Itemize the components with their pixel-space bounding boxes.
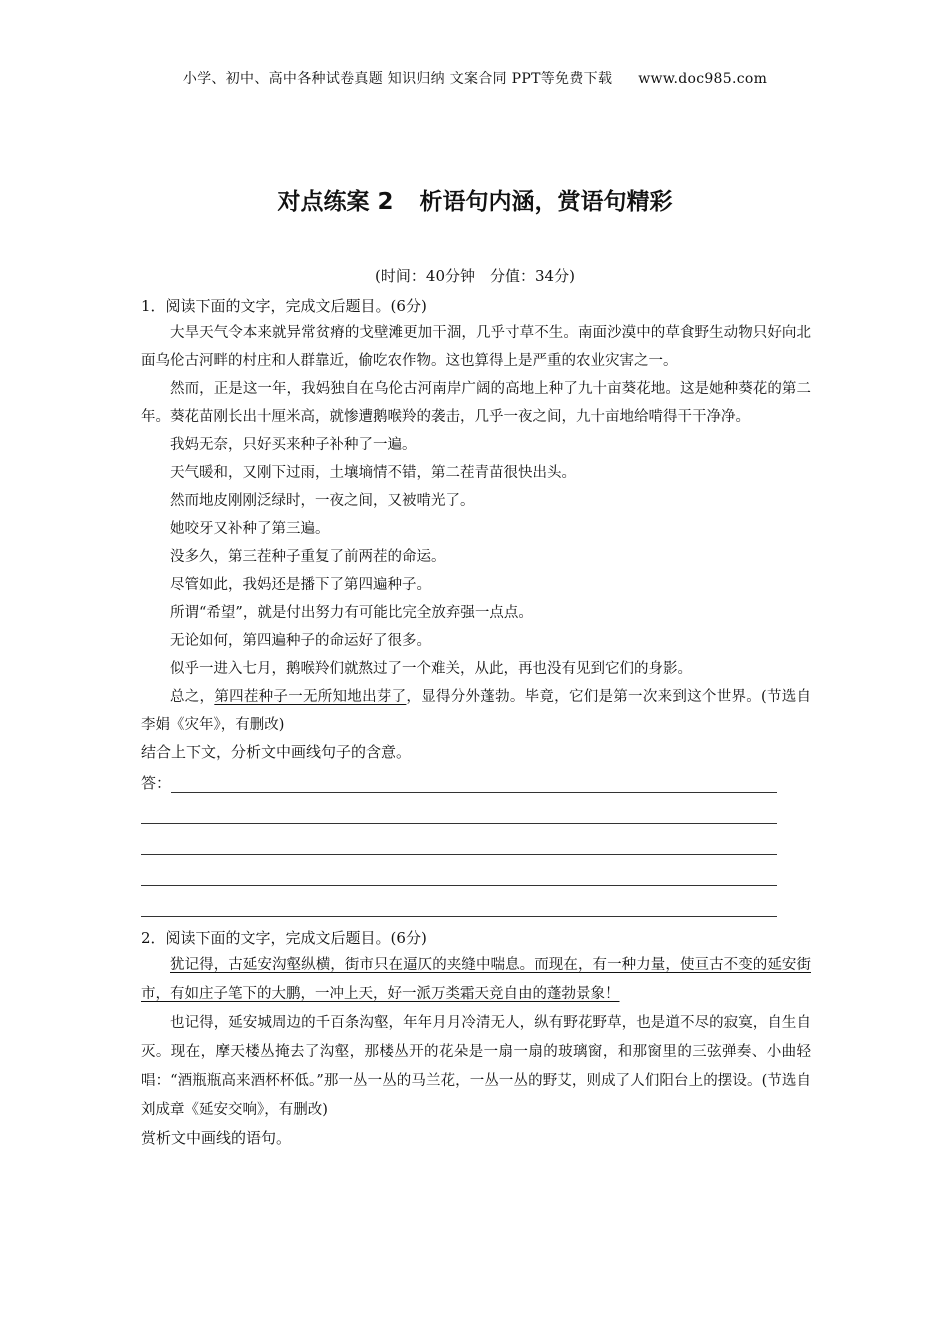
- q1-paragraph: 似乎一进入七月，鹅喉羚们就熬过了一个难关，从此，再也没有见到它们的身影。: [170, 661, 692, 677]
- answer-line[interactable]: [141, 886, 777, 917]
- question-1-task: 结合上下文，分析文中画线句子的含意。: [141, 743, 412, 761]
- q1-paragraph: 没多久，第三茬种子重复了前两茬的命运。: [170, 549, 446, 565]
- q1-paragraph: 无论如何，第四遍种子的命运好了很多。: [170, 633, 431, 649]
- answer-line[interactable]: [141, 824, 777, 855]
- q1-paragraph: 然而，正是这一年，我妈独自在乌伦古河南岸广阔的高地上种了九十亩葵花地。这是她种葵花的第二年。葵花苗刚长出十厘米高，就惨遭鹅喉羚的袭击，几乎一夜之间，九十亩地给啃得干干净净。: [141, 381, 811, 425]
- title-part2: 析语句内涵，赏语句精彩: [419, 189, 673, 215]
- exercise-content: [141, 293, 811, 1151]
- q2-paragraph: 也记得，延安城周边的千百条沟壑，年年月月冷清无人，纵有野花野草，也是道不尽的寂寞，自生自灭。现在，摩天楼丛掩去了沟壑，那楼丛开的花朵是一扇一扇的玻璃窗，和那窗里的三弦弹奏、小曲轻唱：“酒瓶瓶高来酒杯杯低。”那一丛一丛的马兰花，一丛一丛的野艾，则成了人们阳台上的摆设。(节选自刘成章《延安交响》，有删改): [141, 1015, 811, 1118]
- q1-paragraph: 然而地皮刚刚泛绿时，一夜之间，又被啃光了。: [170, 493, 475, 509]
- q1-underlined-sentence: 第四茬种子一无所知地出芽了: [214, 689, 407, 705]
- header-url[interactable]: www.doc985.com: [638, 71, 768, 87]
- question-2-prompt: 2．阅读下面的文字，完成文后题目。(6分): [141, 929, 427, 947]
- answer-label: 答：: [141, 774, 172, 792]
- q2-underlined-sentence: 犹记得，古延安沟壑纵横，街市只在逼仄的夹缝中喘息。而现在，有一种力量，使亘古不变的延安街市，有如庄子笔下的大鹏，一冲上天，好一派万类霜天竞自由的蓬勃景象！: [141, 957, 811, 1002]
- title-part1: 对点练案 2: [277, 189, 394, 215]
- answer-line[interactable]: [141, 793, 777, 824]
- q2-underlined-paragraph: [141, 951, 811, 1009]
- q1-paragraph: 她咬牙又补种了第三遍。: [170, 521, 330, 537]
- q1-paragraph: 所谓“希望”，就是付出努力有可能比完全放弃强一点点。: [170, 605, 533, 621]
- q1-paragraph: 大旱天气令本来就异常贫瘠的戈壁滩更加干涸，几乎寸草不生。南面沙漠中的草食野生动物只好向北面乌伦古河畔的村庄和人群靠近，偷吃农作物。这也算得上是严重的农业灾害之一。: [141, 325, 811, 369]
- answer-area-first-line[interactable]: [141, 765, 811, 793]
- header-text: 小学、初中、高中各种试卷真题 知识归纳 文案合同 PPT等免费下载: [182, 71, 613, 87]
- time-score-info: (时间：40分钟 分值：34分): [375, 267, 575, 285]
- q1-paragraph: 我妈无奈，只好买来种子补种了一遍。: [170, 437, 417, 453]
- question-2-task: 赏析文中画线的语句。: [141, 1129, 292, 1147]
- page-header: [0, 68, 950, 88]
- answer-line[interactable]: [141, 855, 777, 886]
- question-1-prompt: 1．阅读下面的文字，完成文后题目。(6分): [141, 297, 427, 315]
- q1-paragraph: 尽管如此，我妈还是播下了第四遍种子。: [170, 577, 431, 593]
- q1-last-paragraph: 总之，第四茬种子一无所知地出芽了，显得分外蓬勃。毕竟，它们是第一次来到这个世界。(节选自李娟《灾年》，有删改): [141, 689, 812, 733]
- answer-line[interactable]: [171, 770, 777, 793]
- page-title: [0, 183, 950, 216]
- q1-paragraph: 天气暖和，又刚下过雨，土壤墒情不错，第二茬青苗很快出头。: [170, 465, 576, 481]
